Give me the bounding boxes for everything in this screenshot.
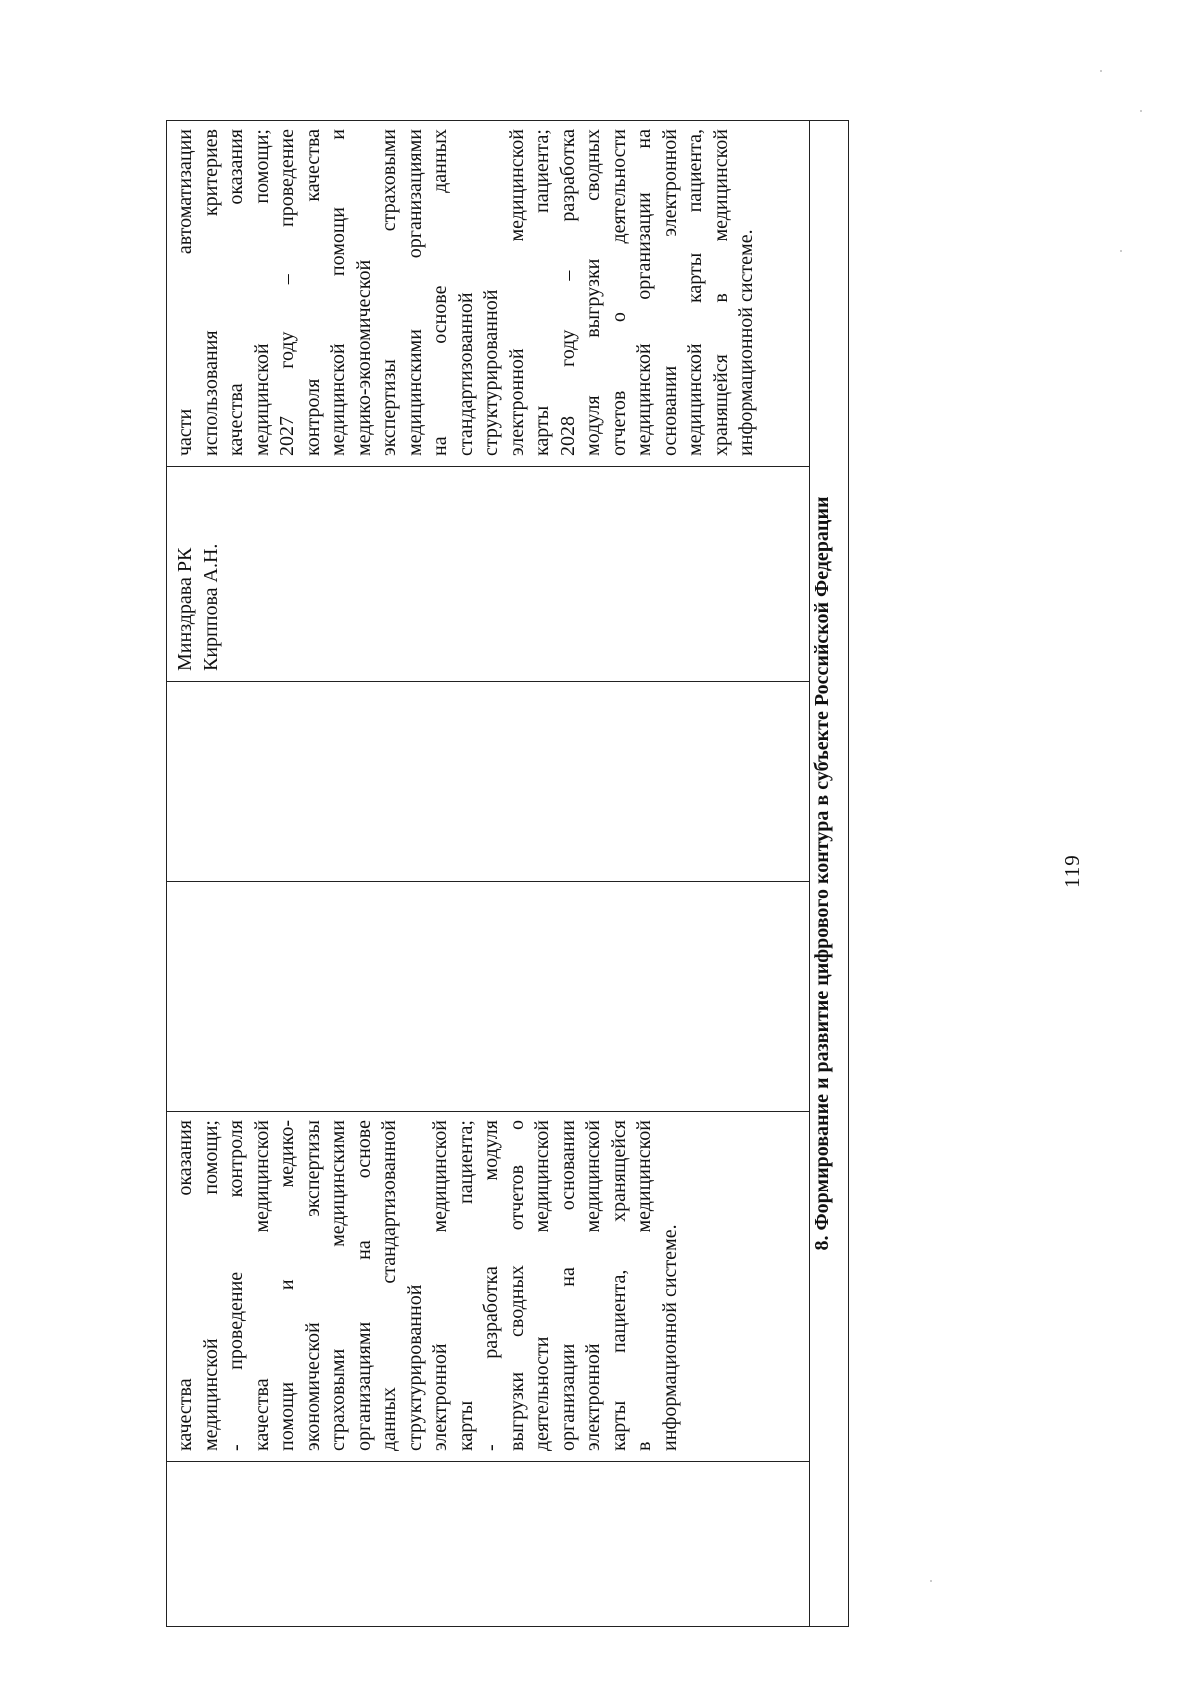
text-line: качества оказания [174,1120,196,1451]
text-line: структурированной [403,1284,426,1451]
text-line: структурированной [480,289,502,456]
col-6-text [167,121,760,466]
text-line: медицинской помощи; [199,1120,222,1451]
text-line: медицинскими организациями [403,129,426,456]
text-line: экономической экспертизы [301,1120,324,1451]
text-line: медицинской карты пациента, [684,129,706,456]
text-line: в медицинской [633,1120,655,1451]
text-line: медико-экономической [352,259,375,456]
text-line: медицинской помощи; [250,129,273,456]
col-4-cell [167,682,810,882]
text-line: помощи и медико- [276,1120,298,1451]
text-line: карты пациента; [531,129,553,456]
col-3-cell [167,882,810,1112]
text-line: качества оказания [225,129,247,456]
section-header-row [810,121,849,1627]
text-line: хранящейся в медицинской [709,129,732,456]
text-line: медицинской помощи и [327,129,349,456]
text-line: контроля качества [301,129,324,456]
text-line: стандартизованной [454,292,477,456]
text-line: данных стандартизованной [378,1120,400,1451]
text-line: 2027 году – проведение [276,129,298,456]
text-line: - разработка модуля [480,1120,502,1451]
text-line: информационной системе. [735,229,757,456]
scan-speck [1100,70,1102,72]
responsible-person: Минздрава РК Кирппова А.Н. [174,543,222,671]
text-line: страховыми медицинскими [327,1120,349,1451]
page-number: 119 [1060,854,1084,888]
text-line: карты пациента, хранящейся [607,1120,630,1451]
text-line: части автоматизации [174,129,196,456]
text-line: организации на основании [556,1120,579,1451]
text-line: электронной медицинской [582,1120,604,1451]
text-line: использования критериев [199,129,222,456]
col-2-cell [167,1112,810,1462]
section-title: 8. Формирование и развитие цифрового контура в субъекте Российской Федерации [810,121,849,1627]
table-row [167,121,810,1627]
text-line: 2028 году – разработка [556,129,579,456]
scan-speck [1120,250,1122,252]
text-line: модуля выгрузки сводных [582,129,604,456]
text-line: - проведение контроля [225,1120,247,1451]
text-line: медицинской организации на [633,129,655,456]
text-line: организациями на основе [352,1120,375,1451]
scan-speck [930,1580,932,1582]
scan-speck [1140,110,1142,112]
text-line: информационной системе. [658,1224,681,1451]
text-line: отчетов о деятельности [607,129,630,456]
col-5-cell [167,467,810,682]
text-line: карты пациента; [454,1120,477,1451]
text-line: качества медицинской [250,1120,273,1451]
text-line: на основе данных [429,129,451,456]
data-table [166,120,849,1627]
col-6-cell [167,121,810,467]
text-line: электронной медицинской [505,129,528,456]
text-line: основании электронной [658,129,681,456]
col-1-cell [167,1462,810,1627]
text-line: выгрузки сводных отчетов о [505,1120,528,1451]
text-line: электронной медицинской [429,1120,451,1451]
col-2-text [167,1112,683,1461]
text-line: экспертизы страховыми [378,129,400,456]
text-line: деятельности медицинской [531,1120,553,1451]
